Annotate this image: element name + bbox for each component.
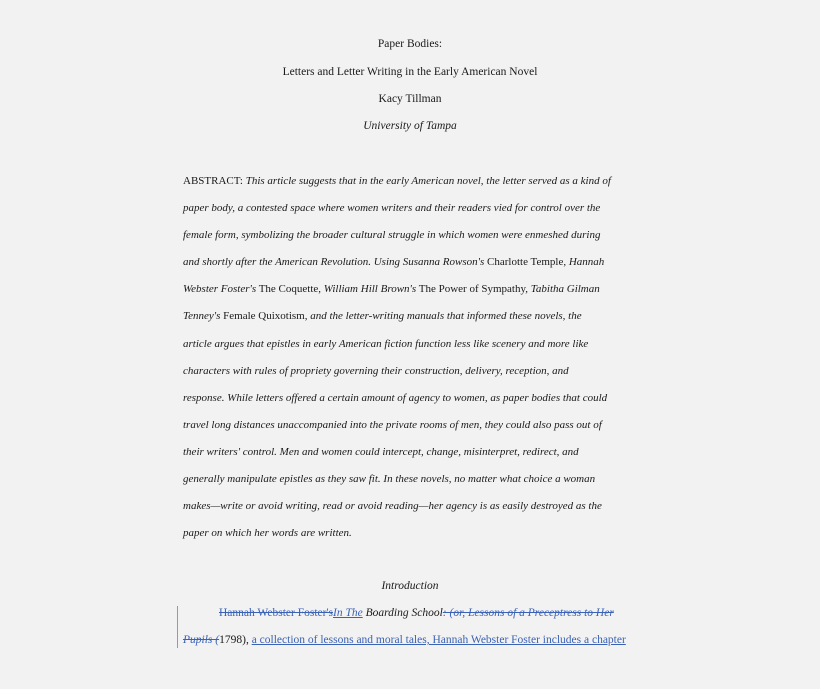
title-line-2: Letters and Letter Writing in the Early American Novel <box>282 66 538 78</box>
book-title: Boarding School <box>365 607 443 619</box>
abstract-line: their writers' control. Men and women could intercept, change, misinterpret, redirect, and <box>183 445 579 458</box>
tracked-deletion: Hannah Webster Foster's <box>219 607 333 619</box>
tracked-deletion: : (or, Lessons of a Preceptress to Her <box>442 607 614 619</box>
abstract-line: Tenney's Female Quixotism, and the letter-writing manuals that informed these novels, the <box>183 310 582 323</box>
abstract-line: female form, symbolizing the broader cultural struggle in which women were enmeshed during <box>183 229 601 242</box>
abstract-line: makes—write or avoid writing, read or avoid reading—her agency is as easily destroyed as the <box>183 500 602 513</box>
abstract-line: travel long distances unaccompanied into the private rooms of men, they could also pass out of <box>183 418 602 431</box>
abstract-line: Webster Foster's The Coquette, William Hill Brown's The Power of Sympathy, Tabitha Gilman <box>183 283 600 296</box>
abstract-line: article argues that epistles in early American fiction function less like scenery and more like <box>183 337 589 350</box>
abstract-label: ABSTRACT: <box>183 175 243 187</box>
author-affiliation: University of Tampa <box>363 120 457 132</box>
tracked-deletion: Pupils ( <box>183 634 220 646</box>
revision-change-bar <box>177 606 178 648</box>
title-line-1: Paper Bodies: <box>377 38 443 50</box>
book-title: The Coquette, <box>258 283 322 296</box>
abstract-line: paper on which her words are written. <box>183 527 352 540</box>
section-heading-introduction: Introduction <box>381 580 439 592</box>
author-name: Kacy Tillman <box>378 93 442 105</box>
body-text-line <box>183 634 626 646</box>
abstract-line: paper body, a contested space where women writers and their readers vied for control over the <box>183 202 601 215</box>
abstract-line: response. While letters offered a certain amount of agency to women, as paper bodies that could <box>183 391 608 404</box>
tracked-insertion: a collection of lessons and moral tales, Hannah Webster Foster includes a chapter <box>251 634 626 646</box>
abstract-line: ABSTRACT: This article suggests that in the early American novel, the letter served as a kind of <box>183 175 611 187</box>
abstract-line: generally manipulate epistles as they saw fit. In these novels, no matter what choice a woman <box>183 473 596 486</box>
body-text-line <box>219 607 614 619</box>
book-title: The Power of Sympathy, <box>418 283 529 296</box>
tracked-insertion: In The <box>333 607 363 619</box>
abstract-line: and shortly after the American Revolution. Using Susanna Rowson's Charlotte Temple, Hannah <box>183 256 605 269</box>
abstract-block <box>183 168 653 547</box>
publication-year: 1798), <box>219 634 249 646</box>
book-title: Female Quixotism, <box>223 310 308 323</box>
book-title: Charlotte Temple, <box>487 256 567 269</box>
abstract-line: characters with rules of propriety governing their construction, delivery, reception, and <box>183 364 569 377</box>
